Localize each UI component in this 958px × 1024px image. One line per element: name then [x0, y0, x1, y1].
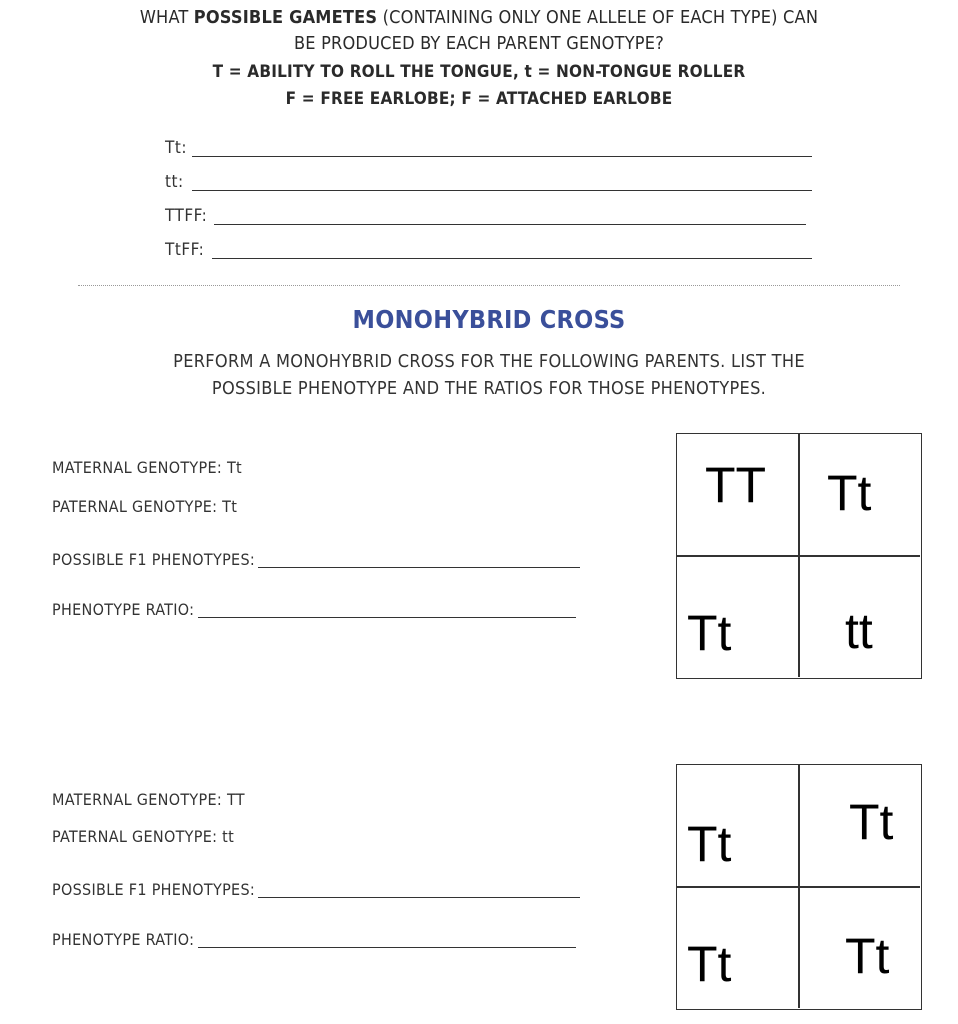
allele-key-tongue: T = ABILITY TO ROLL THE TONGUE, t = NON-TONGUE ROLLER [212, 62, 746, 82]
section-title: MONOHYBRID CROSS [352, 305, 626, 334]
gamete-label-ttff: TTFF: [165, 206, 208, 226]
cross2-f1-label: POSSIBLE F1 PHENOTYPES: [52, 880, 256, 899]
section-divider [78, 285, 900, 286]
cross2-ratio-answer-line[interactable] [198, 947, 576, 948]
cross1-paternal: PATERNAL GENOTYPE: Tt [52, 497, 238, 516]
allele-key-earlobe: F = FREE EARLOBE; F = ATTACHED EARLOBE [285, 89, 673, 109]
cross2-f1-answer-line[interactable] [258, 897, 580, 898]
instructions-line1: PERFORM A MONOHYBRID CROSS FOR THE FOLLOWING PARENTS. LIST THE [173, 351, 805, 372]
cross2-cell-top-left: Tt [687, 816, 732, 872]
cross1-cell-top-left: TT [705, 457, 767, 513]
cross1-paternal-value: Tt [222, 497, 238, 516]
cross1-maternal: MATERNAL GENOTYPE: Tt [52, 458, 242, 477]
gamete-label-tt-recessive: tt: [165, 172, 184, 192]
gamete-answer-line-2[interactable] [192, 190, 812, 191]
cross1-cell-bottom-left: Tt [687, 605, 732, 661]
cross1-f1-answer-line[interactable] [258, 567, 580, 568]
gametes-question-line1: WHAT POSSIBLE GAMETES (CONTAINING ONLY ONE ALLELE OF EACH TYPE) CAN [139, 7, 819, 28]
gamete-label-ttff-hetero: TtFF: [165, 240, 205, 260]
gamete-answer-line-1[interactable] [192, 156, 812, 157]
instructions-line2: POSSIBLE PHENOTYPE AND THE RATIOS FOR THOSE PHENOTYPES. [211, 378, 767, 399]
cross2-maternal-value: TT [226, 790, 245, 809]
gamete-answer-line-4[interactable] [212, 258, 812, 259]
cross1-f1-label: POSSIBLE F1 PHENOTYPES: [52, 550, 256, 569]
cross1-cell-bottom-right: tt [845, 603, 873, 659]
cross2-paternal: PATERNAL GENOTYPE: tt [52, 827, 235, 846]
cross1-cell-top-right: Tt [827, 465, 872, 521]
cross2-maternal: MATERNAL GENOTYPE: TT [52, 790, 245, 809]
cross1-maternal-value: Tt [226, 458, 242, 477]
cross2-ratio-label: PHENOTYPE RATIO: [52, 930, 195, 949]
gamete-label-tt-hetero: Tt: [165, 138, 187, 158]
cross1-punnett-square [676, 433, 922, 679]
cross2-punnett-square [676, 764, 922, 1010]
gamete-answer-line-3[interactable] [214, 224, 806, 225]
cross1-ratio-label: PHENOTYPE RATIO: [52, 600, 195, 619]
gametes-question-line2: BE PRODUCED BY EACH PARENT GENOTYPE? [293, 33, 664, 54]
cross1-ratio-answer-line[interactable] [198, 617, 576, 618]
cross2-cell-bottom-left: Tt [687, 936, 732, 992]
cross2-cell-top-right: Tt [849, 794, 894, 850]
cross2-paternal-value: tt [222, 827, 235, 846]
cross2-cell-bottom-right: Tt [845, 928, 890, 984]
